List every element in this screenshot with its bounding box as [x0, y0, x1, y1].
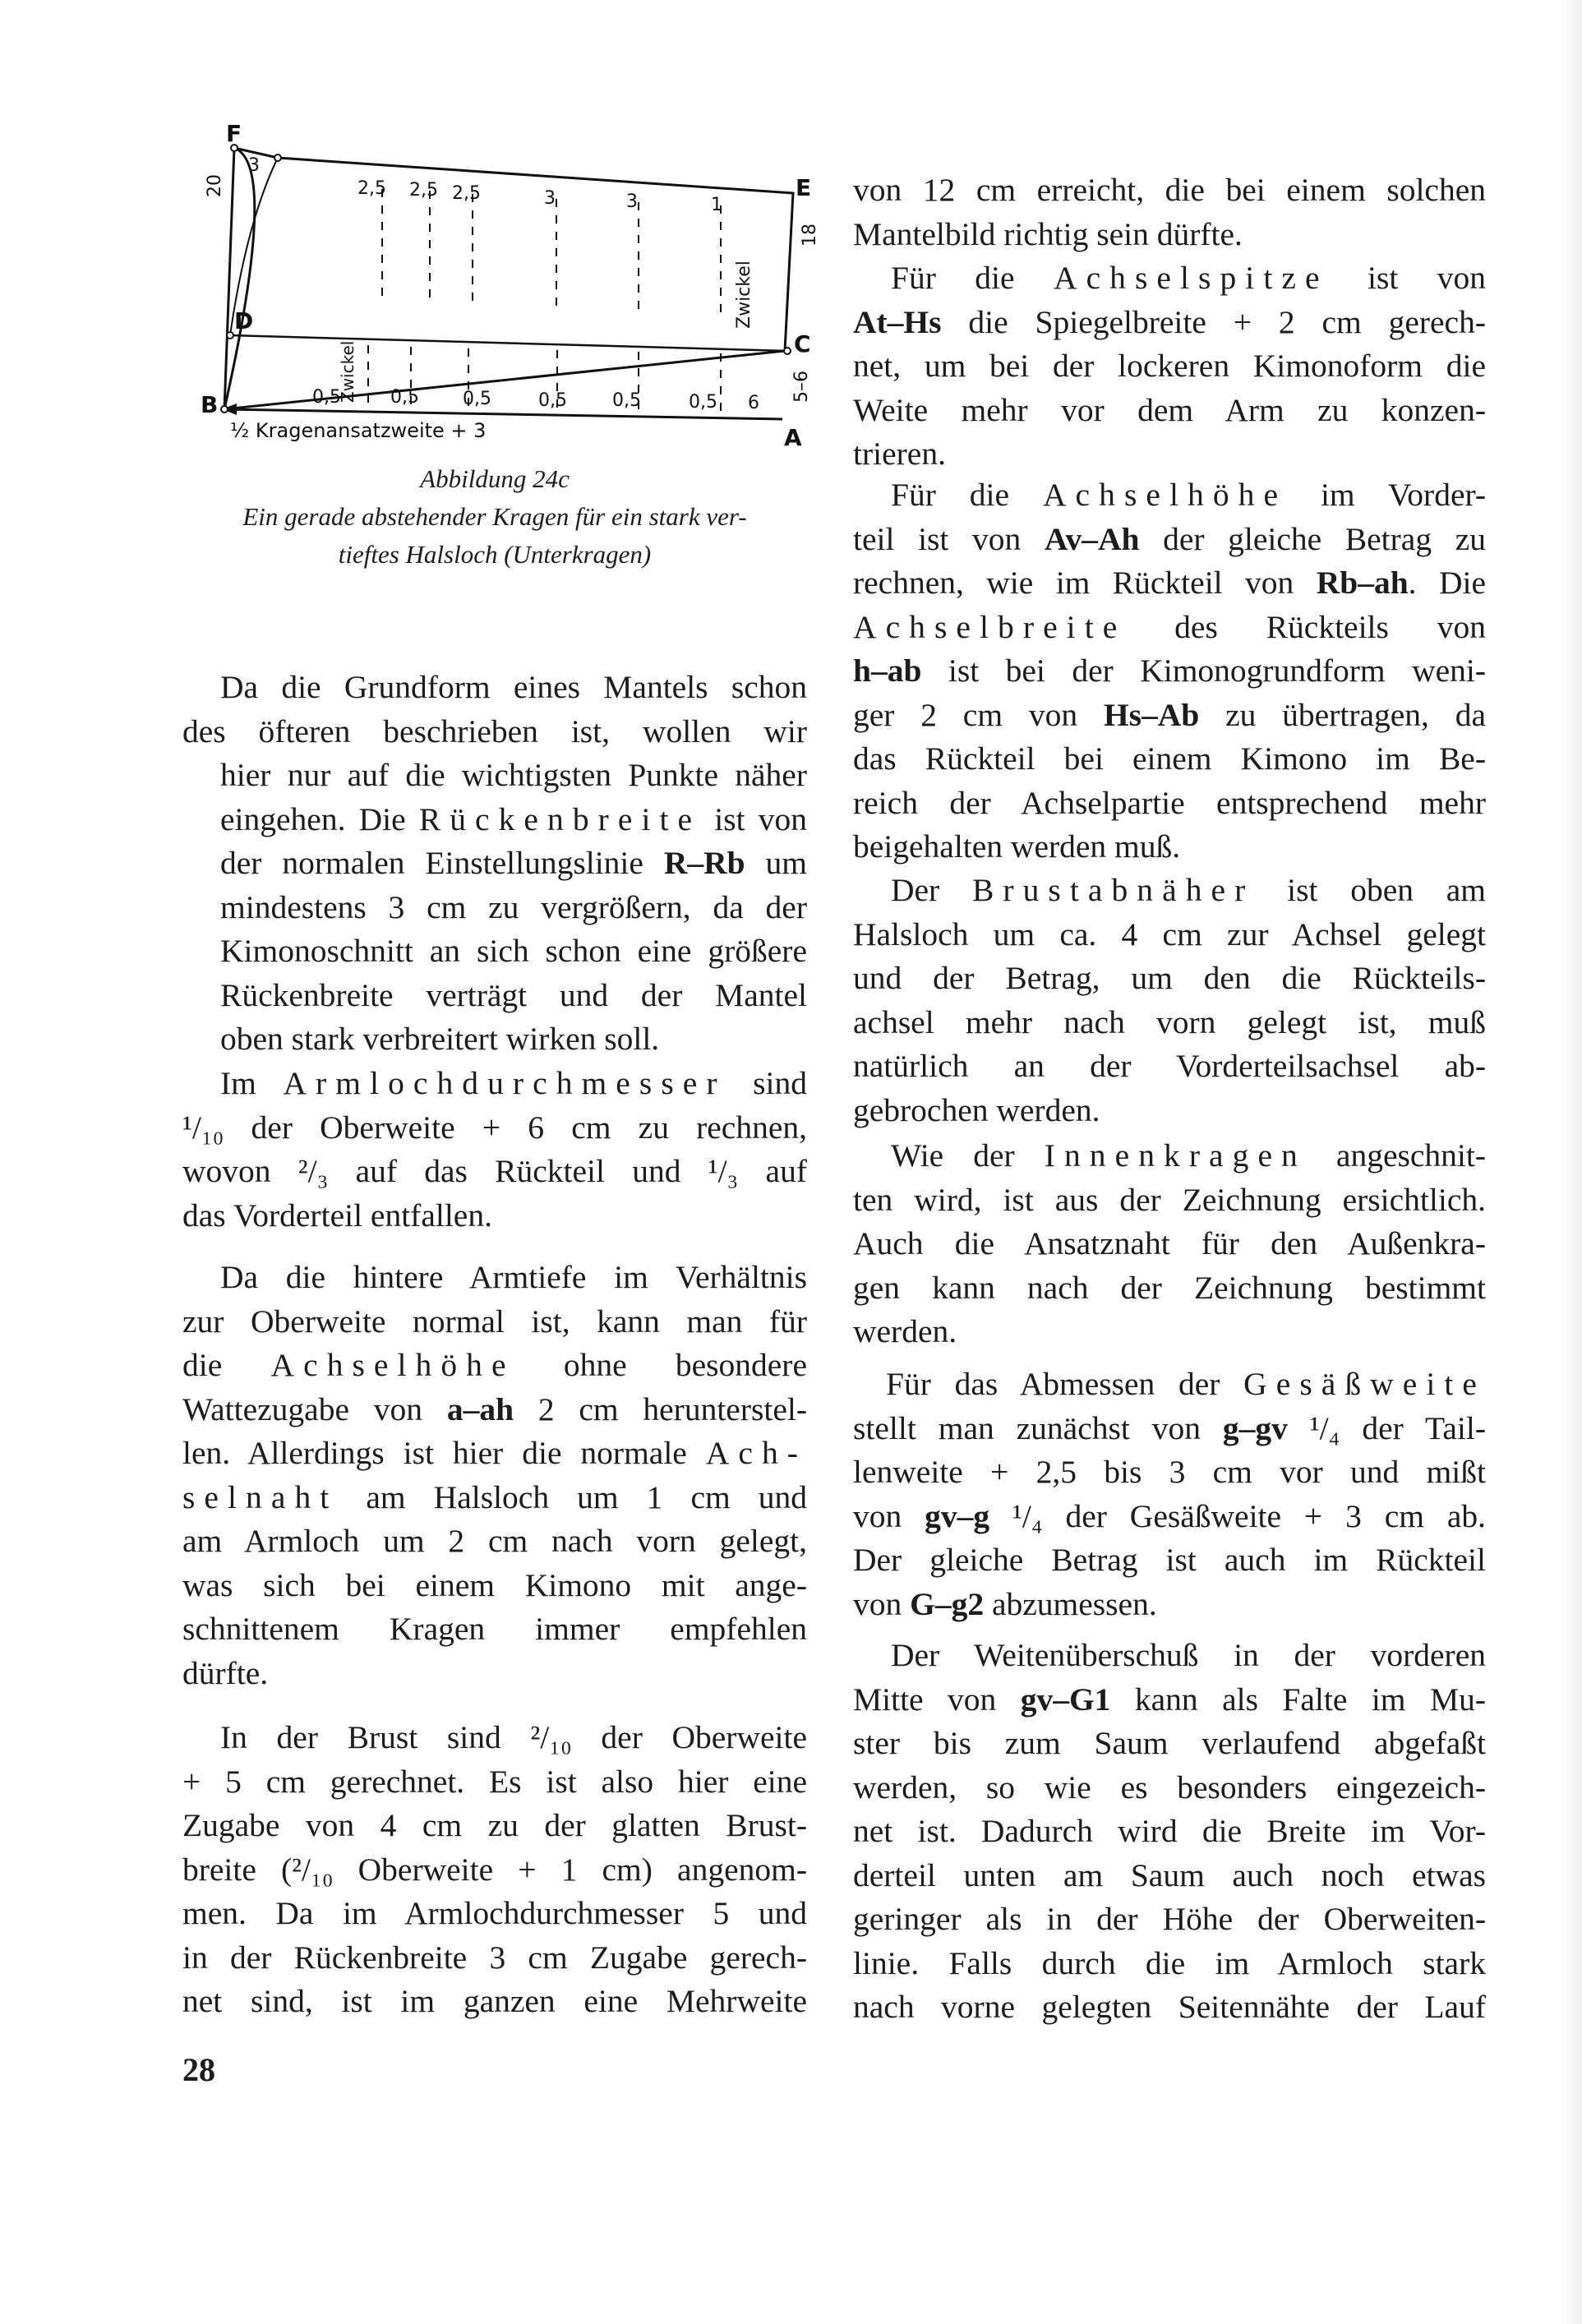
- text-line: zur Oberweite normal ist, kann man für: [182, 1303, 807, 1340]
- text-line: Weite mehr vor dem Arm zu konzen-: [853, 391, 1486, 428]
- point-b: B: [201, 391, 219, 418]
- text-line: hier nur auf die wichtigsten Punkte näher: [220, 757, 807, 793]
- caption-title: Abbildung 24c: [420, 464, 570, 493]
- measure-top-5: 3: [626, 191, 638, 212]
- text-line: das Vorderteil entfallen.: [182, 1197, 492, 1233]
- text-line: des öfteren beschrieben ist, wollen wir: [182, 712, 807, 749]
- text-line: das Rückteil bei einem Kimono im Be-: [853, 740, 1486, 777]
- text-line: Halsloch um ca. 4 cm zur Achsel gelegt: [853, 915, 1486, 952]
- text-line: am Armloch um 2 cm nach vorn gelegt,: [182, 1523, 807, 1559]
- right-column-p1: [853, 168, 1486, 256]
- text-line: Rückenbreite verträgt und der Mantel: [220, 976, 807, 1013]
- text-line: Für das Abmessen der Gesäßweite: [886, 1366, 1486, 1402]
- text-line: Der gleiche Betrag ist auch im Rückteil: [853, 1542, 1486, 1578]
- figure-caption: [182, 460, 807, 574]
- text-line: Kimonoschnitt an sich schon eine größere: [220, 933, 807, 969]
- text-line: was sich bei einem Kimono mit ange-: [182, 1566, 807, 1603]
- text-line: teil ist von Av–Ah der gleiche Betrag zu: [853, 520, 1486, 557]
- text-line: Da die hintere Armtiefe im Verhältnis: [220, 1259, 807, 1295]
- text-line: Mitte von gv–G1 kann als Falte im Mu-: [853, 1681, 1486, 1718]
- text-line: ¹/₁₀ der Oberweite + 6 cm zu rechnen,: [182, 1109, 807, 1146]
- corner-points: [221, 145, 791, 413]
- left-column: [182, 666, 807, 1062]
- right-column-p4: [853, 869, 1486, 1132]
- text-line: Mantelbild richtig sein dürfte.: [853, 215, 1243, 252]
- text-line: Für die Achselhöhe im Vorder-: [891, 477, 1486, 513]
- text-line: mindestens 3 cm zu vergrößern, da der: [220, 888, 807, 925]
- text-line: von gv–g ¹/₄ der Gesäßweite + 3 cm ab.: [853, 1497, 1487, 1534]
- text-line: derteil unten am Saum auch noch etwas: [853, 1856, 1486, 1893]
- text-line: ten wird, ist aus der Zeichnung ersichtlich.: [853, 1181, 1486, 1218]
- text-line: Achselbreite des Rückteils von: [853, 608, 1486, 645]
- text-line: geringer als in der Höhe der Oberweiten-: [853, 1901, 1486, 1937]
- page-number: 28: [182, 2051, 215, 2088]
- text-line: Der Brustabnäher ist oben am: [891, 872, 1487, 908]
- measure-top-1: 2,5: [357, 178, 386, 199]
- collar-pattern-figure: [197, 120, 830, 452]
- right-column-p7: [853, 1634, 1486, 2030]
- text-line: lenweite + 2,5 bis 3 cm vor und mißt: [853, 1454, 1486, 1490]
- text-line: natürlich an der Vorderteilsachsel ab-: [853, 1048, 1486, 1084]
- right-column-p5: [853, 1134, 1486, 1354]
- collar-outline: [224, 148, 793, 409]
- text-line: Wie der Innenkragen angeschnit-: [891, 1137, 1486, 1174]
- text-line: oben stark verbreitert wirken soll.: [220, 1021, 660, 1057]
- text-line: gen kann nach der Zeichnung bestimmt: [853, 1269, 1486, 1306]
- text-line: len. Allerdings ist hier die normale Ach-: [182, 1435, 807, 1471]
- text-line: werden, so wie es besonders eingezeich-: [853, 1768, 1486, 1805]
- paragraph: [182, 666, 807, 1062]
- text-line: net sind, ist im ganzen eine Mehrweite: [182, 1983, 807, 2019]
- text-line: Zugabe von 4 cm zu der glatten Brust-: [182, 1807, 807, 1843]
- text-line: werden.: [853, 1313, 957, 1349]
- text-line: Auch die Ansatznaht für den Außenkra-: [853, 1225, 1486, 1261]
- text-line: schnittenem Kragen immer empfehlen: [182, 1611, 807, 1647]
- right-column-p2: [853, 256, 1486, 477]
- text-line: men. Da im Armlochdurchmesser 5 und: [182, 1895, 807, 1931]
- left-column-p2: [182, 1062, 807, 1238]
- point-a: A: [784, 424, 802, 451]
- text-line: + 5 cm gerechnet. Es ist also hier eine: [182, 1763, 807, 1800]
- caption-line-2: tieftes Halsloch (Unterkragen): [338, 540, 652, 569]
- measure-right-top: 18: [800, 224, 820, 247]
- measure-bottom-1: 0,5: [312, 387, 341, 408]
- text-line: stellt man zunächst von g–gv ¹/₄ der Tail-: [853, 1409, 1486, 1446]
- right-column-p3: [853, 473, 1486, 869]
- text-line: breite (²/₁₀ Oberweite + 1 cm) angenom-: [182, 1851, 807, 1888]
- line-d-c: [230, 335, 787, 351]
- text-line: von G–g2 abzumessen.: [853, 1585, 1157, 1622]
- caption-line-1: Ein gerade abstehender Kragen für ein stark ver-: [242, 502, 747, 531]
- text-line: trieren.: [853, 436, 946, 472]
- text-line: ster bis zum Saum verlaufend abgefaßt: [853, 1725, 1486, 1761]
- measure-top-2: 2,5: [409, 180, 438, 201]
- collar-pattern-diagram: [197, 120, 830, 452]
- point-c: C: [794, 330, 811, 357]
- measure-top-6: 1: [711, 195, 722, 215]
- text-line: selnaht am Halsloch um 1 cm und: [182, 1478, 807, 1515]
- text-line: und der Betrag, um den die Rückteils-: [853, 960, 1486, 996]
- measure-bottom-7: 6: [748, 393, 759, 413]
- point-f: F: [226, 120, 242, 147]
- left-column-p4: [182, 1716, 807, 2024]
- text-line: nach vorne gelegten Seitennähte der Lauf: [853, 1989, 1486, 2025]
- text-line: in der Rückenbreite 3 cm Zugabe gerech-: [182, 1939, 807, 1976]
- measure-right-bottom: 5–6: [791, 371, 812, 403]
- measure-top-3: 2,5: [452, 183, 481, 204]
- text-line: der normalen Einstellungslinie R–Rb um: [220, 845, 807, 881]
- base-label: ½ Kragenansatzweite + 3: [230, 419, 487, 442]
- text-line: Da die Grundform eines Mantels schon: [220, 669, 807, 705]
- left-column-p3: [182, 1256, 807, 1695]
- measure-left: 20: [205, 174, 225, 197]
- point-d: D: [234, 307, 254, 334]
- text-line: die Achselhöhe ohne besondere: [182, 1347, 807, 1383]
- measure-small: 3: [248, 155, 260, 176]
- measure-bottom-4: 0,5: [538, 390, 567, 411]
- text-line: wovon ²/₃ auf das Rückteil und ¹/₃ auf: [182, 1153, 807, 1189]
- text-line: h–ab ist bei der Kimonogrundform weni-: [853, 652, 1486, 689]
- text-line: ger 2 cm von Hs–Ab zu übertragen, da: [853, 696, 1486, 733]
- measure-bottom-3: 0,5: [463, 389, 491, 409]
- text-line: Für die Achselspitze ist von: [891, 260, 1486, 296]
- text-line: reich der Achselpartie entsprechend mehr: [853, 784, 1486, 821]
- text-line: At–Hs die Spiegelbreite + 2 cm gerech-: [853, 303, 1486, 340]
- point-e: E: [796, 174, 812, 201]
- text-line: linie. Falls durch die im Armloch stark: [853, 1944, 1486, 1981]
- text-line: gebrochen werden.: [853, 1091, 1100, 1128]
- dart-label-upper: Zwickel: [734, 261, 754, 329]
- page-edge-shadow: [1559, 0, 1582, 2324]
- dart-label-lower: Zwickel: [338, 340, 357, 403]
- text-line: net, um bei der lockeren Kimonoform die: [853, 348, 1486, 384]
- text-line: achsel mehr nach vorn gelegt ist, muß: [853, 1003, 1486, 1040]
- text-line: rechnen, wie im Rückteil von Rb–ah. Die: [853, 565, 1486, 601]
- text-line: net ist. Dadurch wird die Breite im Vor-: [853, 1813, 1486, 1849]
- text-line: von 12 cm erreicht, die bei einem solchen: [853, 172, 1486, 208]
- text-line: Der Weitenüberschuß in der vorderen: [891, 1637, 1486, 1673]
- text-line: beigehalten werden muß.: [853, 828, 1181, 865]
- text-line: In der Brust sind ²/₁₀ der Oberweite: [220, 1719, 807, 1755]
- text-line: dürfte.: [182, 1654, 269, 1691]
- measure-bottom-6: 0,5: [689, 392, 717, 413]
- text-line: Im Armlochdurchmesser sind: [220, 1065, 807, 1101]
- measure-bottom-5: 0,5: [612, 390, 641, 411]
- measure-top-4: 3: [544, 188, 556, 209]
- measure-bottom-2: 0,5: [390, 387, 419, 408]
- right-column-p6: [853, 1363, 1486, 1626]
- text-line: Wattezugabe von a–ah 2 cm herunterstel-: [182, 1390, 808, 1427]
- text-line: eingehen. Die Rückenbreite ist von: [220, 800, 808, 837]
